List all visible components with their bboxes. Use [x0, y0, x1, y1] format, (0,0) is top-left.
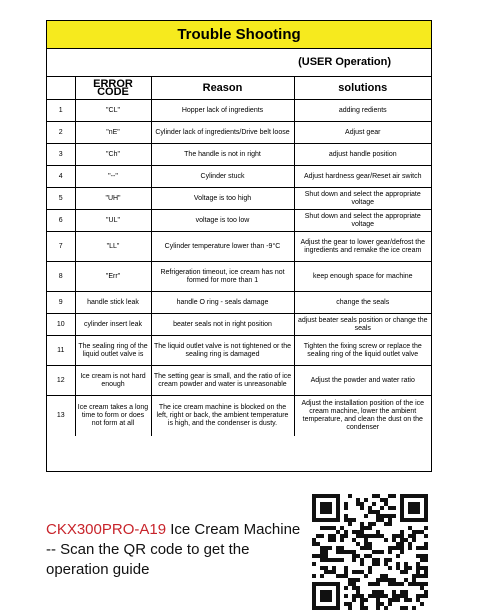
caption-body: Ice Cream Machine -- Scan the QR code to get the operation guide: [46, 521, 301, 578]
row-number: 12: [47, 366, 75, 396]
row-number: 5: [47, 188, 75, 210]
solution-cell: adjust beater seals position or change the seals: [294, 314, 431, 336]
error-code-cell: handle stick leak: [75, 292, 151, 314]
reason-cell: Voltage is too high: [151, 188, 294, 210]
solution-cell: adding redients: [294, 100, 431, 122]
reason-cell: Cylinder temperature lower than -9°C: [151, 232, 294, 262]
table-row: [47, 292, 431, 314]
sheet-subtitle: (USER Operation): [298, 56, 391, 68]
qr-code[interactable]: [310, 494, 430, 610]
model-name: CKX300PRO-A19: [46, 521, 167, 538]
error-code-cell: "CL": [75, 100, 151, 122]
solution-cell: Shut down and select the appropriate voltage: [294, 188, 431, 210]
reason-cell: Cylinder lack of ingredients/Drive belt loose: [151, 122, 294, 144]
subtitle-row: [47, 49, 431, 77]
solution-cell: Adjust hardness gear/Reset air switch: [294, 166, 431, 188]
table-row: [47, 166, 431, 188]
error-code-cell: Ice cream takes a long time to form or does not form at all: [75, 396, 151, 436]
header-error-code: ERROR CODE: [75, 77, 151, 100]
reason-cell: voltage is too low: [151, 210, 294, 232]
reason-cell: Hopper lack of ingredients: [151, 100, 294, 122]
error-code-cell: "UH": [75, 188, 151, 210]
table-row: [47, 122, 431, 144]
table-row: [47, 188, 431, 210]
row-number: 4: [47, 166, 75, 188]
troubleshooting-sheet: [46, 20, 432, 472]
table-row: [47, 262, 431, 292]
row-number: 2: [47, 122, 75, 144]
solution-cell: keep enough space for machine: [294, 262, 431, 292]
troubleshooting-table: [47, 77, 431, 436]
error-code-cell: cylinder insert leak: [75, 314, 151, 336]
title-banner: [47, 21, 431, 49]
table-row: [47, 366, 431, 396]
header-reason: Reason: [151, 77, 294, 100]
solution-cell: change the seals: [294, 292, 431, 314]
solution-cell: Shut down and select the appropriate voltage: [294, 210, 431, 232]
error-code-cell: "LL": [75, 232, 151, 262]
caption-text: [46, 520, 308, 580]
reason-cell: Cylinder stuck: [151, 166, 294, 188]
row-number: 3: [47, 144, 75, 166]
row-number: 8: [47, 262, 75, 292]
solution-cell: Adjust the powder and water ratio: [294, 366, 431, 396]
table-header-row: [47, 77, 431, 100]
table-row: [47, 232, 431, 262]
reason-cell: Refrigeration timeout, ice cream has not formed for more than 1: [151, 262, 294, 292]
table-row: [47, 314, 431, 336]
reason-cell: The ice cream machine is blocked on the left, right or back, the ambient temperature is high, and the condenser is dusty.: [151, 396, 294, 436]
error-code-cell: "Ch": [75, 144, 151, 166]
table-row: [47, 210, 431, 232]
row-number: 1: [47, 100, 75, 122]
solution-cell: Adjust gear: [294, 122, 431, 144]
solution-cell: Adjust the installation position of the ice cream machine, lower the ambient temperature, and clean the dust on the condenser: [294, 396, 431, 436]
solution-cell: Tighten the fixing screw or replace the sealing ring of the liquid outlet valve: [294, 336, 431, 366]
reason-cell: handle O ring - seals damage: [151, 292, 294, 314]
table-row: [47, 396, 431, 436]
table-row: [47, 144, 431, 166]
table-row: [47, 100, 431, 122]
row-number: 11: [47, 336, 75, 366]
row-number: 13: [47, 396, 75, 436]
row-number: 9: [47, 292, 75, 314]
reason-cell: The setting gear is small, and the ratio of ice cream powder and water is unreasonable: [151, 366, 294, 396]
row-number: 10: [47, 314, 75, 336]
error-code-cell: Ice cream is not hard enough: [75, 366, 151, 396]
solution-cell: Adjust the gear to lower gear/defrost the ingredients and remake the ice cream: [294, 232, 431, 262]
header-no: [47, 77, 75, 100]
reason-cell: The handle is not in right: [151, 144, 294, 166]
error-code-cell: "--": [75, 166, 151, 188]
table-row: [47, 336, 431, 366]
header-solutions: solutions: [294, 77, 431, 100]
error-code-cell: "UL": [75, 210, 151, 232]
row-number: 6: [47, 210, 75, 232]
error-code-cell: "nE": [75, 122, 151, 144]
reason-cell: The liquid outlet valve is not tightened or the sealing ring is damaged: [151, 336, 294, 366]
reason-cell: beater seals not in right position: [151, 314, 294, 336]
solution-cell: adjust handle position: [294, 144, 431, 166]
sheet-title: Trouble Shooting: [177, 26, 301, 43]
error-code-cell: "Err": [75, 262, 151, 292]
error-code-cell: The sealing ring of the liquid outlet valve is: [75, 336, 151, 366]
qr-modules: [312, 494, 428, 610]
row-number: 7: [47, 232, 75, 262]
